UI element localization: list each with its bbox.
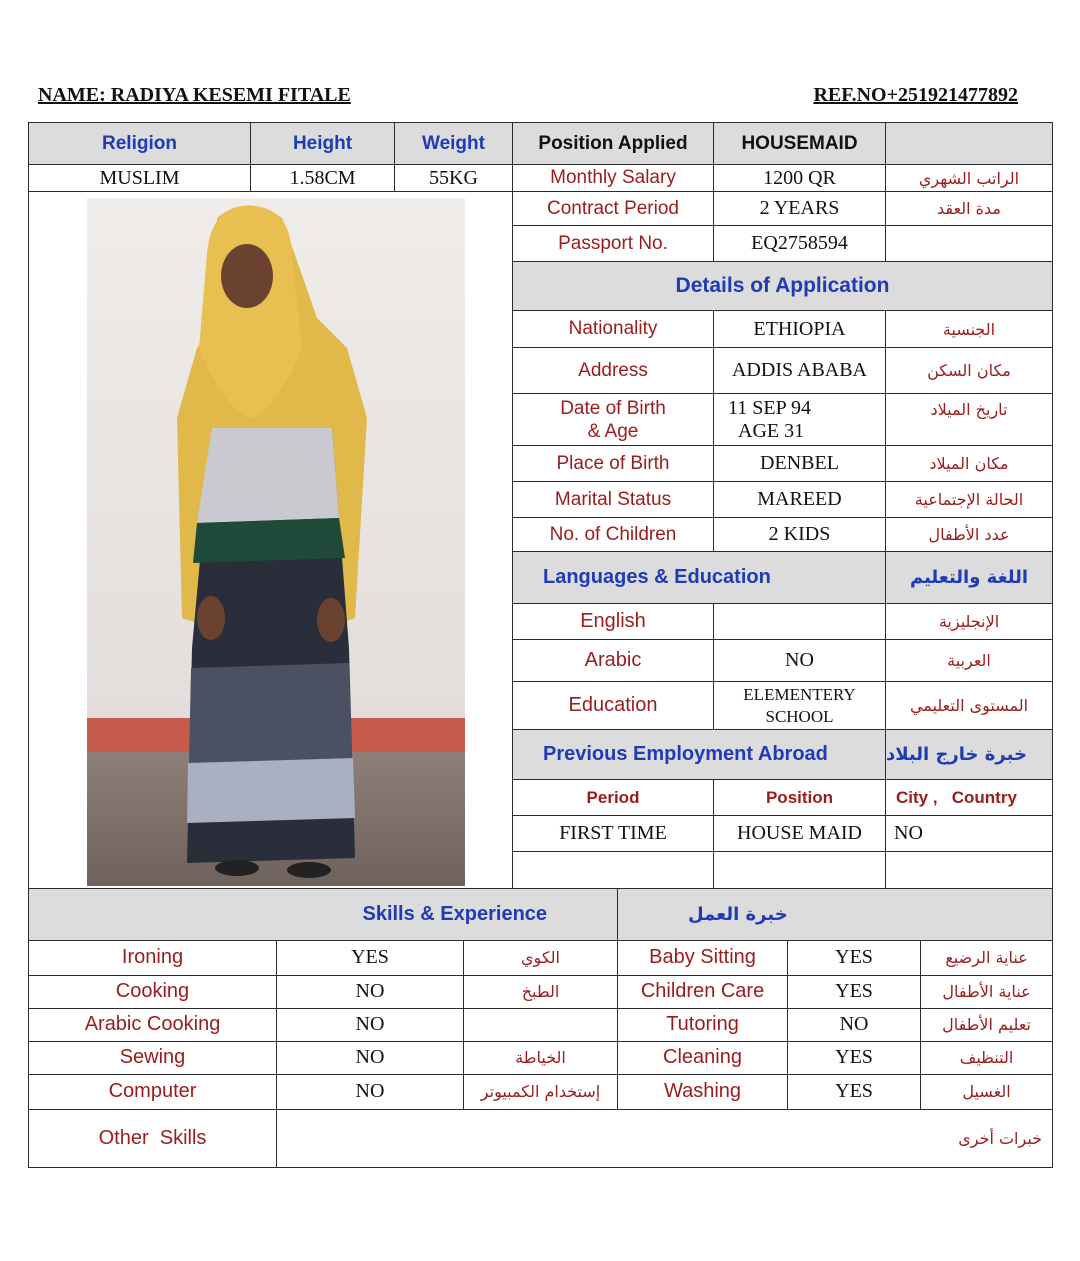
arabic-value: NO: [714, 640, 886, 682]
skill-row: [29, 1074, 1053, 1109]
skill-left-value: NO: [277, 975, 464, 1008]
english-label: English: [513, 604, 714, 640]
skills-title-ar: خبرة العمل: [618, 888, 1053, 940]
candidate-photo: [87, 198, 465, 886]
height-label: Height: [251, 123, 395, 165]
skill-left-label: Computer: [29, 1074, 277, 1109]
skills-table: [28, 888, 1053, 1168]
salary-ar: الراتب الشهري: [886, 165, 1053, 192]
skill-right-ar: الغسيل: [921, 1074, 1053, 1109]
skill-row: [29, 1041, 1053, 1074]
marital-label: Marital Status: [513, 482, 714, 518]
skill-right-label: Washing: [618, 1074, 788, 1109]
skill-right-value: YES: [788, 975, 921, 1008]
pob-value: DENBEL: [714, 446, 886, 482]
contract-ar: مدة العقد: [886, 192, 1053, 226]
skill-left-value: NO: [277, 1074, 464, 1109]
contract-value: 2 YEARS: [714, 192, 886, 226]
children-label: No. of Children: [513, 518, 714, 552]
skill-right-ar: تعليم الأطفال: [921, 1008, 1053, 1041]
cv-sheet: [28, 122, 1052, 1169]
skill-left-ar: الخياطة: [464, 1041, 618, 1074]
person-figure-icon: [87, 198, 465, 886]
skill-right-ar: عناية الرضيع: [921, 940, 1053, 975]
employment-city: NO: [886, 816, 1053, 852]
employment-title-ar: خبرة خارج البلاد: [886, 730, 1053, 780]
skill-right-label: Baby Sitting: [618, 940, 788, 975]
skill-right-value: NO: [788, 1008, 921, 1041]
english-value: [714, 604, 886, 640]
page-header: [38, 84, 1018, 108]
skill-row: [29, 1008, 1053, 1041]
dob-value-age: AGE 31: [738, 419, 805, 442]
children-ar: عدد الأطفال: [886, 518, 1053, 552]
address-ar: مكان السكن: [886, 348, 1053, 394]
skill-right-ar: التنظيف: [921, 1041, 1053, 1074]
period-label: Period: [513, 780, 714, 816]
skill-right-label: Tutoring: [618, 1008, 788, 1041]
photo-cell: [29, 192, 513, 889]
dob-ar: تاريخ الميلاد: [886, 394, 1053, 446]
skill-left-value: NO: [277, 1041, 464, 1074]
children-value: 2 KIDS: [714, 518, 886, 552]
arabic-ar: العربية: [886, 640, 1053, 682]
dob-value-date: 11 SEP 94: [728, 396, 811, 419]
weight-label: Weight: [395, 123, 513, 165]
employment-period: FIRST TIME: [513, 816, 714, 852]
education-ar: المستوى التعليمي: [886, 682, 1053, 730]
skill-left-label: Ironing: [29, 940, 277, 975]
arabic-label: Arabic: [513, 640, 714, 682]
passport-ar-empty: [886, 226, 1053, 262]
skill-left-ar: [464, 1008, 618, 1041]
skill-left-value: YES: [277, 940, 464, 975]
position-label: Position Applied: [513, 123, 714, 165]
dob-label-line2: & Age: [587, 420, 639, 442]
religion-label: Religion: [29, 123, 251, 165]
weight-value: 55KG: [395, 165, 513, 192]
education-label: Education: [513, 682, 714, 730]
skill-left-label: Cooking: [29, 975, 277, 1008]
employment-empty-3: [886, 852, 1053, 889]
education-value-line1: ELEMENTERY: [743, 684, 856, 704]
skill-right-label: Children Care: [618, 975, 788, 1008]
city-country-label: City , Country: [886, 780, 1053, 816]
english-ar: الإنجليزية: [886, 604, 1053, 640]
salary-label: Monthly Salary: [513, 165, 714, 192]
dob-label: [513, 394, 714, 446]
other-skills-ar: خبرات أخرى: [277, 1109, 1053, 1167]
other-skills-label: Other Skills: [29, 1109, 277, 1167]
skill-left-label: Sewing: [29, 1041, 277, 1074]
skill-right-value: YES: [788, 940, 921, 975]
height-value: 1.58CM: [251, 165, 395, 192]
skills-title: Skills & Experience: [29, 888, 618, 940]
skill-right-value: YES: [788, 1074, 921, 1109]
education-value-line2: SCHOOL: [765, 706, 834, 726]
position-value: HOUSEMAID: [714, 123, 886, 165]
nationality-label: Nationality: [513, 311, 714, 348]
skill-right-value: YES: [788, 1041, 921, 1074]
employment-title: Previous Employment Abroad: [513, 730, 886, 780]
pob-label: Place of Birth: [513, 446, 714, 482]
skill-left-ar: الكوي: [464, 940, 618, 975]
skill-left-value: NO: [277, 1008, 464, 1041]
languages-title-ar: اللغة والتعليم: [886, 552, 1053, 604]
passport-label: Passport No.: [513, 226, 714, 262]
skill-row: [29, 940, 1053, 975]
passport-value: EQ2758594: [714, 226, 886, 262]
dob-label-line1: Date of Birth: [560, 397, 666, 419]
skill-left-ar: الطبخ: [464, 975, 618, 1008]
skill-left-label: Arabic Cooking: [29, 1008, 277, 1041]
address-value: ADDIS ABABA: [714, 348, 886, 394]
marital-ar: الحالة الإجتماعية: [886, 482, 1053, 518]
nationality-value: ETHIOPIA: [714, 311, 886, 348]
reference-number: REF.NO+251921477892: [813, 84, 1018, 106]
contract-label: Contract Period: [513, 192, 714, 226]
employment-position: HOUSE MAID: [714, 816, 886, 852]
address-label: Address: [513, 348, 714, 394]
details-title: Details of Application: [513, 262, 1053, 311]
nationality-ar: الجنسية: [886, 311, 1053, 348]
skill-right-label: Cleaning: [618, 1041, 788, 1074]
top-table: [28, 122, 1053, 889]
employment-empty-2: [714, 852, 886, 889]
dob-value: [714, 394, 886, 446]
candidate-name: NAME: RADIYA KESEMI FITALE: [38, 84, 351, 106]
religion-value: MUSLIM: [29, 165, 251, 192]
education-value: [714, 682, 886, 730]
employment-empty-1: [513, 852, 714, 889]
languages-title: Languages & Education: [513, 552, 886, 604]
position-col-label: Position: [714, 780, 886, 816]
position-ar-empty: [886, 123, 1053, 165]
pob-ar: مكان الميلاد: [886, 446, 1053, 482]
skill-row: [29, 975, 1053, 1008]
skill-left-ar: إستخدام الكمبيوتر: [464, 1074, 618, 1109]
salary-value: 1200 QR: [714, 165, 886, 192]
marital-value: MAREED: [714, 482, 886, 518]
skill-right-ar: عناية الأطفال: [921, 975, 1053, 1008]
